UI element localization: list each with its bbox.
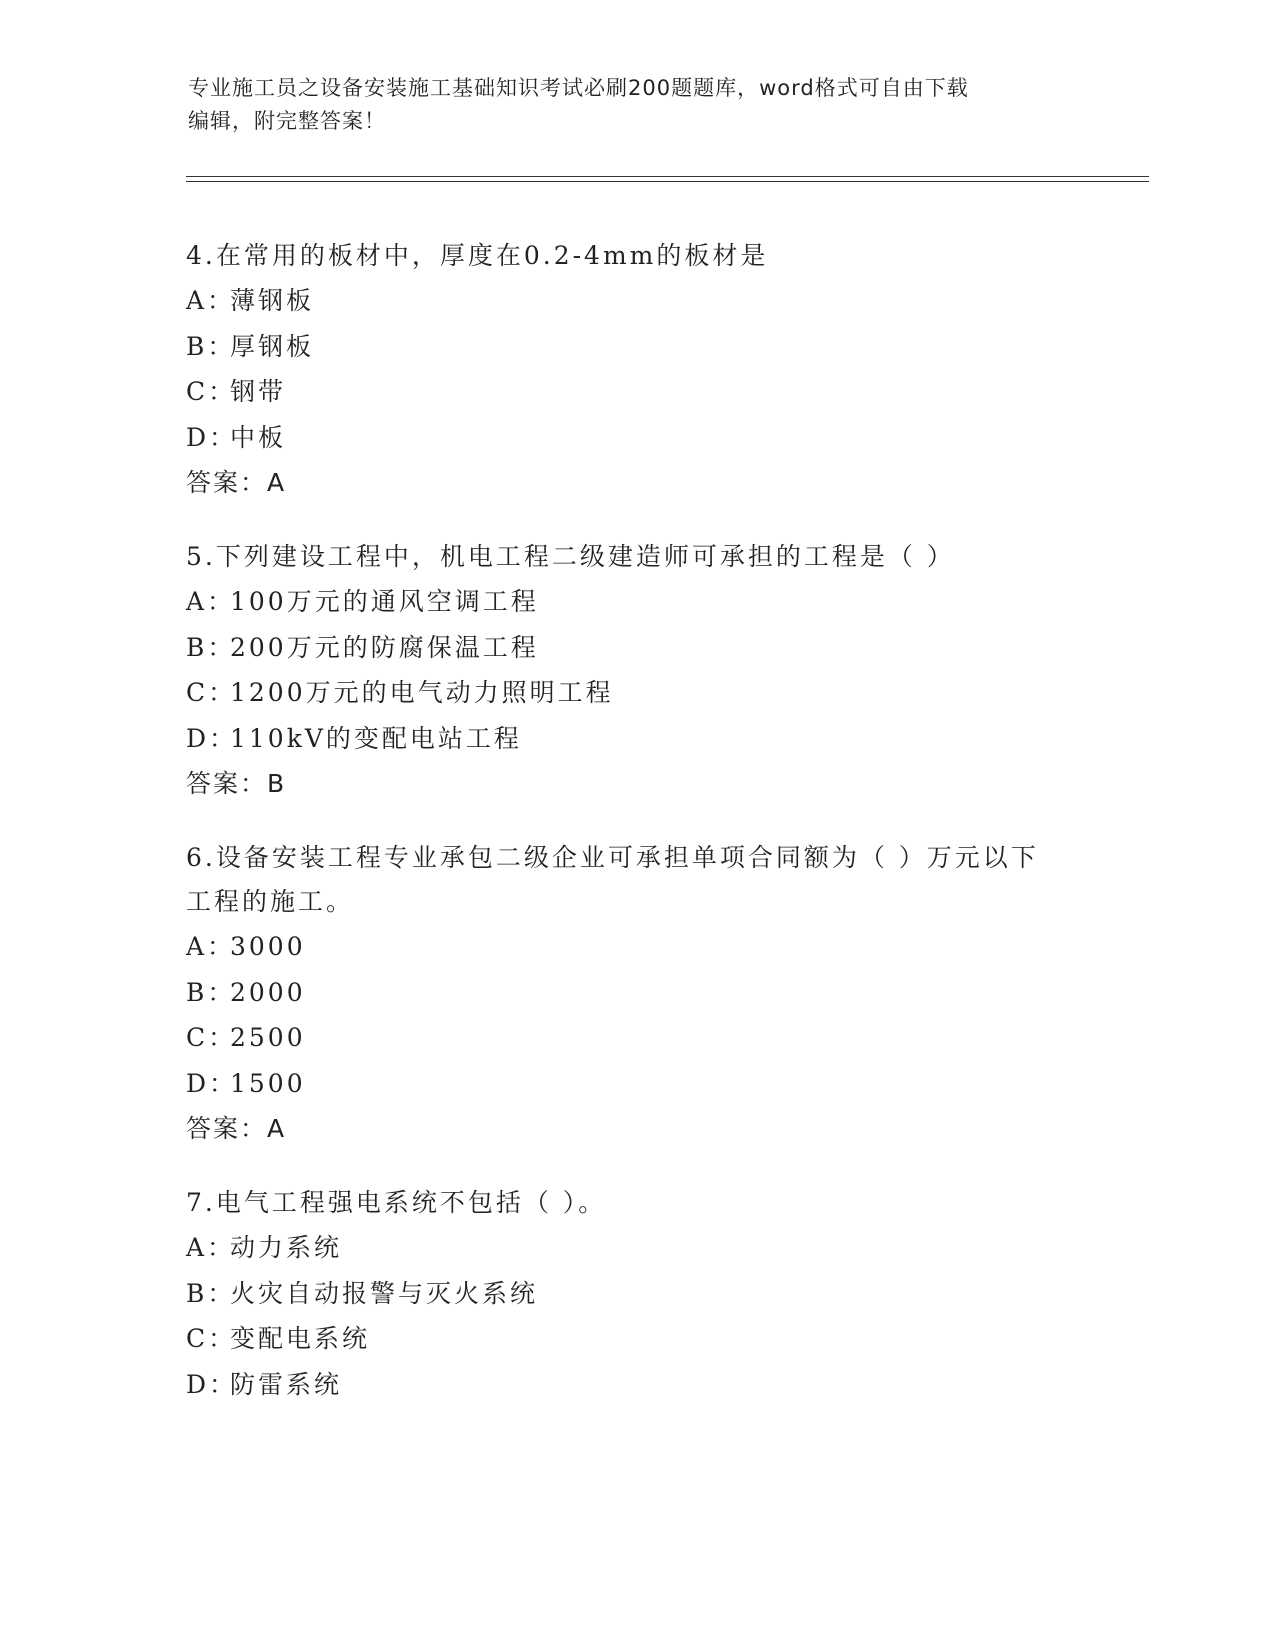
answer-label: 答案：A: [186, 1114, 287, 1143]
option-b: [186, 324, 1086, 370]
option-c: [186, 369, 1086, 415]
option-text: 薄钢板: [230, 286, 315, 315]
option-a: [186, 278, 1086, 324]
option-d: [186, 1362, 1086, 1408]
option-b: [186, 1271, 1086, 1317]
option-letter: D：: [186, 422, 238, 452]
option-letter: A：: [186, 932, 236, 961]
option-a: [186, 1225, 1086, 1271]
option-letter: A：: [186, 1233, 236, 1262]
option-letter: D：: [186, 1068, 238, 1098]
option-d: [186, 1061, 1086, 1107]
option-c: [186, 1316, 1086, 1362]
question-text: 6.设备安装工程专业承包二级企业可承担单项合同额为（ ）万元以下工程的施工。: [186, 843, 1039, 916]
option-letter: B：: [186, 331, 236, 361]
option-letter: C：: [186, 1023, 237, 1052]
option-text: 火灾自动报警与灭火系统: [230, 1278, 539, 1308]
option-letter: A：: [186, 286, 236, 315]
answer-label: 答案：A: [186, 468, 287, 497]
question-item: [186, 1181, 1086, 1407]
option-text: 1200万元的电气动力照明工程: [230, 678, 614, 707]
header-divider-bottom: [186, 181, 1149, 182]
option-letter: B：: [186, 1278, 236, 1308]
option-text: 100万元的通风空调工程: [230, 587, 539, 616]
document-header: [188, 72, 1088, 138]
option-letter: B：: [186, 632, 236, 662]
answer-label: 答案：B: [186, 769, 287, 798]
option-text: 变配电系统: [230, 1324, 371, 1353]
question-item: [186, 234, 1086, 505]
option-b: [186, 970, 1086, 1016]
option-c: [186, 1015, 1086, 1061]
question-list: [186, 234, 1086, 1437]
option-letter: D：: [186, 723, 238, 753]
option-letter: D：: [186, 1369, 238, 1399]
option-text: 2000: [230, 977, 306, 1007]
option-text: 动力系统: [230, 1233, 343, 1262]
question-item: [186, 535, 1086, 806]
question-item: [186, 836, 1086, 1151]
option-text: 200万元的防腐保温工程: [230, 632, 539, 662]
option-text: 厚钢板: [230, 331, 315, 361]
question-text: 7.电气工程强电系统不包括（ ）。: [186, 1188, 607, 1217]
option-text: 1500: [230, 1068, 306, 1098]
option-text: 110kV的变配电站工程: [230, 723, 522, 753]
header-divider-top: [186, 176, 1149, 177]
question-text: 5.下列建设工程中，机电工程二级建造师可承担的工程是（ ）: [186, 542, 955, 571]
header-line-1: 专业施工员之设备安装施工基础知识考试必刷200题题库，word格式可自由下载: [188, 76, 969, 100]
header-line-2: 编辑，附完整答案！: [188, 109, 386, 133]
option-letter: B：: [186, 977, 236, 1007]
option-text: 2500: [230, 1023, 306, 1052]
option-letter: C：: [186, 678, 237, 707]
question-text: 4.在常用的板材中，厚度在0.2-4mm的板材是: [186, 241, 769, 270]
option-d: [186, 716, 1086, 762]
option-letter: C：: [186, 1324, 237, 1353]
option-a: [186, 579, 1086, 625]
option-d: [186, 415, 1086, 461]
option-c: [186, 670, 1086, 716]
option-b: [186, 625, 1086, 671]
option-text: 防雷系统: [230, 1369, 343, 1399]
option-letter: A：: [186, 587, 236, 616]
option-a: [186, 924, 1086, 970]
option-text: 中板: [230, 422, 287, 452]
option-text: 钢带: [230, 377, 287, 406]
option-letter: C：: [186, 377, 237, 406]
option-text: 3000: [230, 932, 306, 961]
